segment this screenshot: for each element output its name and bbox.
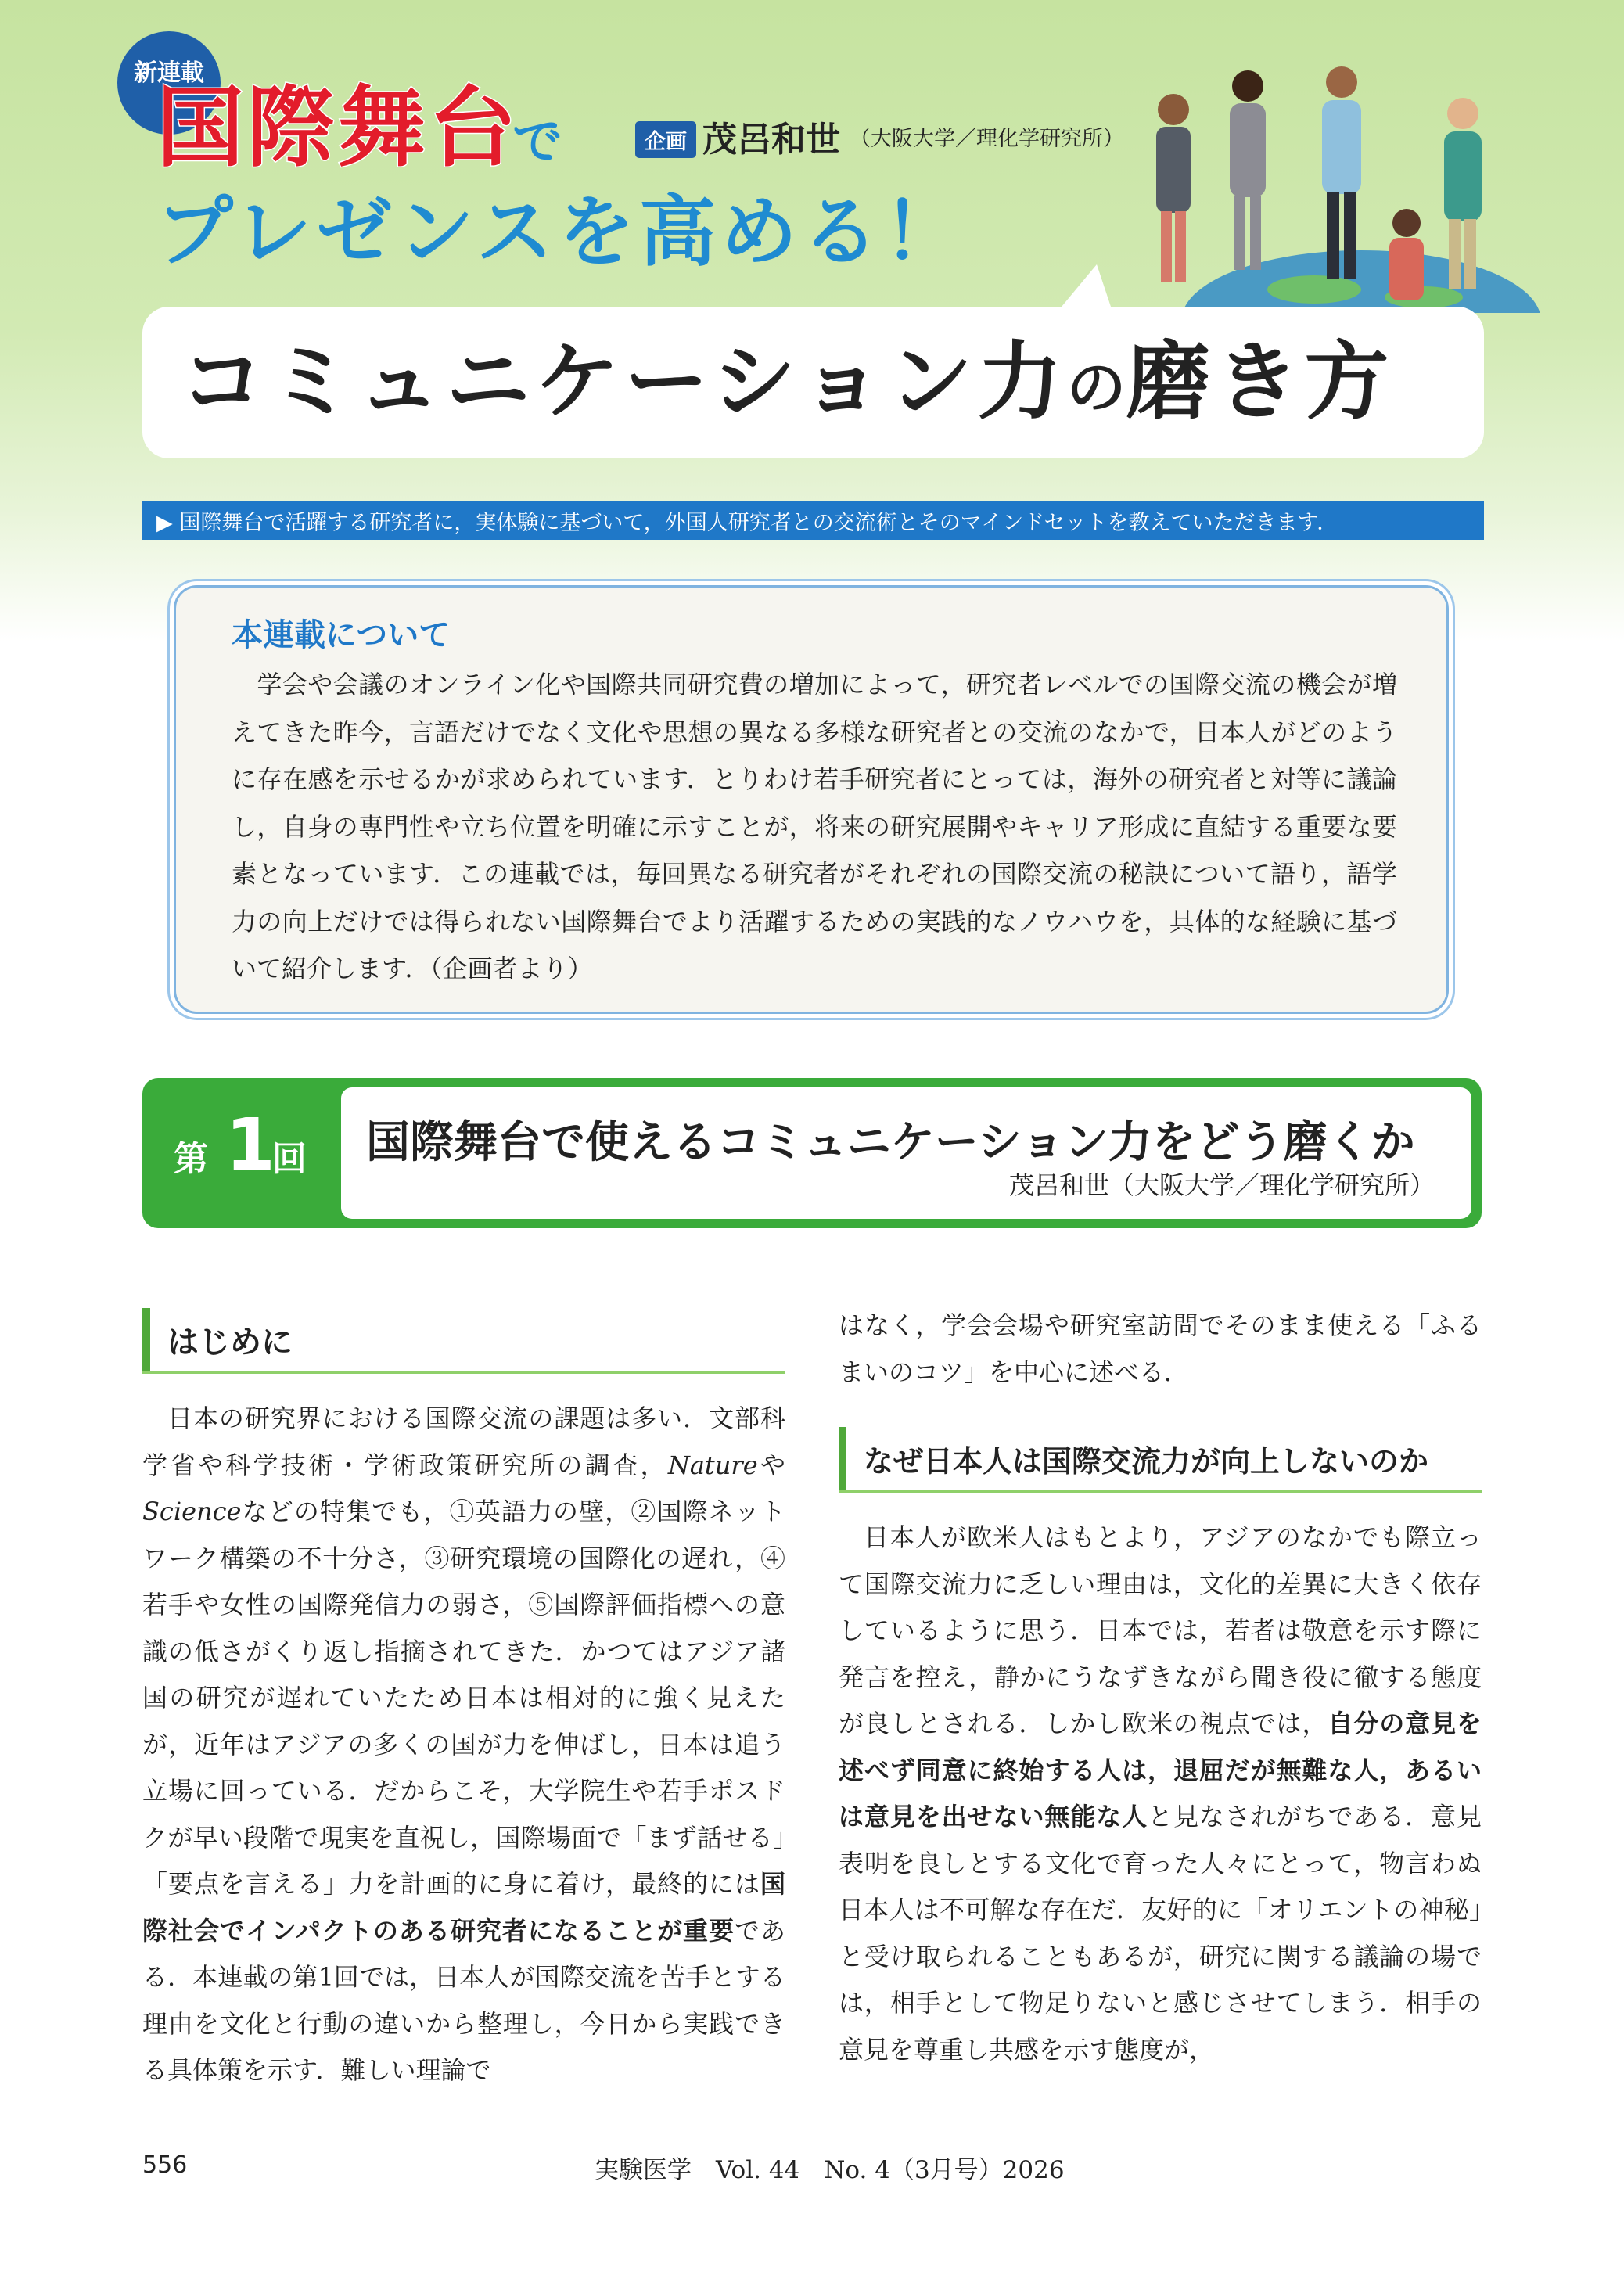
- journal-name-science: Science: [142, 1497, 242, 1526]
- right-continuation: [839, 1303, 1482, 1396]
- new-series-label: 新連載: [134, 59, 204, 87]
- episode-number: 1: [225, 1103, 276, 1187]
- about-series-text: 学会や会議のオンライン化や国際共同研究費の増加によって，研究者レベルでの国際交流の機会が増えてきた昨今，言語だけでなく文化や思想の異なる多様な研究者との交流のなかで，日本人がどのように存在感を示せるかが求められています．とりわけ若手研究者にとっては，海外の研究者と対等に議論し，自身の専門性や立ち位置を明確に示すことが，将来の研究展開やキャリア形成に直結する重要な要素となっています．この連載では，毎回異なる研究者がそれぞれの国際交流の秘訣について語り，語学力の向上だけでは得られない国際舞台でより活躍するための実践的なノウハウを，具体的な経験に基づいて紹介します．（企画者より）: [232, 670, 1397, 983]
- main-title-bubble: [142, 307, 1484, 458]
- journal-name-nature: Nature: [667, 1450, 758, 1480]
- intro-text-emphasis: 国際社会でインパクトのある研究者になることが重要: [142, 1869, 785, 1946]
- series-title-red: 国際舞台: [156, 77, 519, 179]
- left-column: [142, 1308, 785, 2094]
- intro-text-part3: などの特集でも，①英語力の壁，②国際ネットワーク構築の不十分さ，③研究環境の国際化の遅れ，④若手や女性の国際発信力の弱さ，⑤国際評価指標への意識の低さがくり返し指摘されてきた．かつてはアジア諸国の研究が遅れていたため日本は相対的に強く見えたが，近年はアジアの多くの国が力を伸ばし，日本は追う立場に回っている．だからこそ，大学院生や若手ポスドクが早い段階で現実を直視し，国際場面で「まず話せる」「要点を言える」力を計画的に身に着け，最終的には: [142, 1497, 785, 1899]
- speech-bubble-tail: [1058, 264, 1112, 311]
- planner-affiliation: （大阪大学／理化学研究所）: [850, 127, 1124, 151]
- intro-paragraph: [142, 1396, 785, 2094]
- planner-tag: 企画: [635, 121, 696, 158]
- journal-citation: 実験医学 Vol. 44 No. 4（3月号）2026: [595, 2156, 1065, 2184]
- intro-text-part1: 日本の研究界における国際交流の課題は多い．文部科学省や科学技術・学術政策研究所の調査，: [142, 1403, 785, 1480]
- main-title-particle: の: [1066, 352, 1126, 422]
- intro-text-part2: や: [757, 1450, 785, 1480]
- why-text-part1: 日本人が欧米人はもとより，アジアのなかでも際立って国際交流力に乏しい理由は，文化的差異に大きく依存しているように思う．日本では，若者は敬意を示す際に発言を控え，静かにうなずきながら聞き役に徹する態度が良しとされる．しかし欧米の視点では，: [839, 1522, 1482, 1738]
- series-title-blue: プレゼンスを高める！: [156, 188, 965, 277]
- episode-label-dai: 第: [174, 1139, 208, 1179]
- page-number: 556: [142, 2151, 188, 2179]
- section-heading-why: なぜ日本人は国際交流力が向上しないのか: [839, 1427, 1482, 1490]
- planner-name: 茂呂和世: [702, 120, 840, 160]
- episode-author: 茂呂和世（大阪大学／理化学研究所）: [1009, 1170, 1435, 1200]
- section-heading-underline: [839, 1490, 1482, 1493]
- episode-title: 国際舞台で使えるコミュニケーション力をどう磨くか: [366, 1117, 1415, 1168]
- right-column: [839, 1303, 1482, 2073]
- about-series-title: 本連載について: [232, 617, 451, 653]
- intro-text: [142, 1396, 785, 2094]
- episode-label-kai: 回: [272, 1139, 307, 1179]
- intro-text-part4: である．本連載の第1回では，日本人が国際交流を苦手とする理由を文化と行動の違いから整理し，今日から実践できる具体策を示す．難しい理論で: [142, 1915, 785, 2085]
- section-heading-underline: [142, 1371, 785, 1374]
- why-text-emphasis: 自分の意見を述べず同意に終始する人は，退屈だが無難な人，あるいは意見を出せない無能な人: [839, 1709, 1482, 1831]
- why-text: [839, 1515, 1482, 2073]
- series-title-particle: で: [512, 113, 562, 171]
- why-text-part2: と見なされがちである．意見表明を良しとする文化で育った人々にとって，物言わぬ日本人は不可解な存在だ．友好的に「オリエントの神秘」と受け取られることもあるが，研究に関する議論の場では，相手として物足りないと感じさせてしまう．相手の意見を尊重し共感を示す態度が，: [839, 1802, 1482, 2065]
- continuation-paragraph: はなく，学会会場や研究室訪問でそのまま使える「ふるまいのコツ」を中心に述べる．: [839, 1310, 1482, 1387]
- lead-banner: ▶ 国際舞台で活躍する研究者に，実体験に基づいて，外国人研究者との交流術とそのマインドセットを教えていただきます．: [142, 501, 1484, 540]
- section-heading-intro: はじめに: [142, 1308, 785, 1371]
- why-paragraph: [839, 1515, 1482, 2073]
- main-title-part1: コミュニケーション力: [180, 333, 1067, 431]
- main-title-part2: 磨き方: [1126, 333, 1394, 431]
- about-series-body: [232, 661, 1397, 993]
- researchers-illustration: [1126, 55, 1549, 313]
